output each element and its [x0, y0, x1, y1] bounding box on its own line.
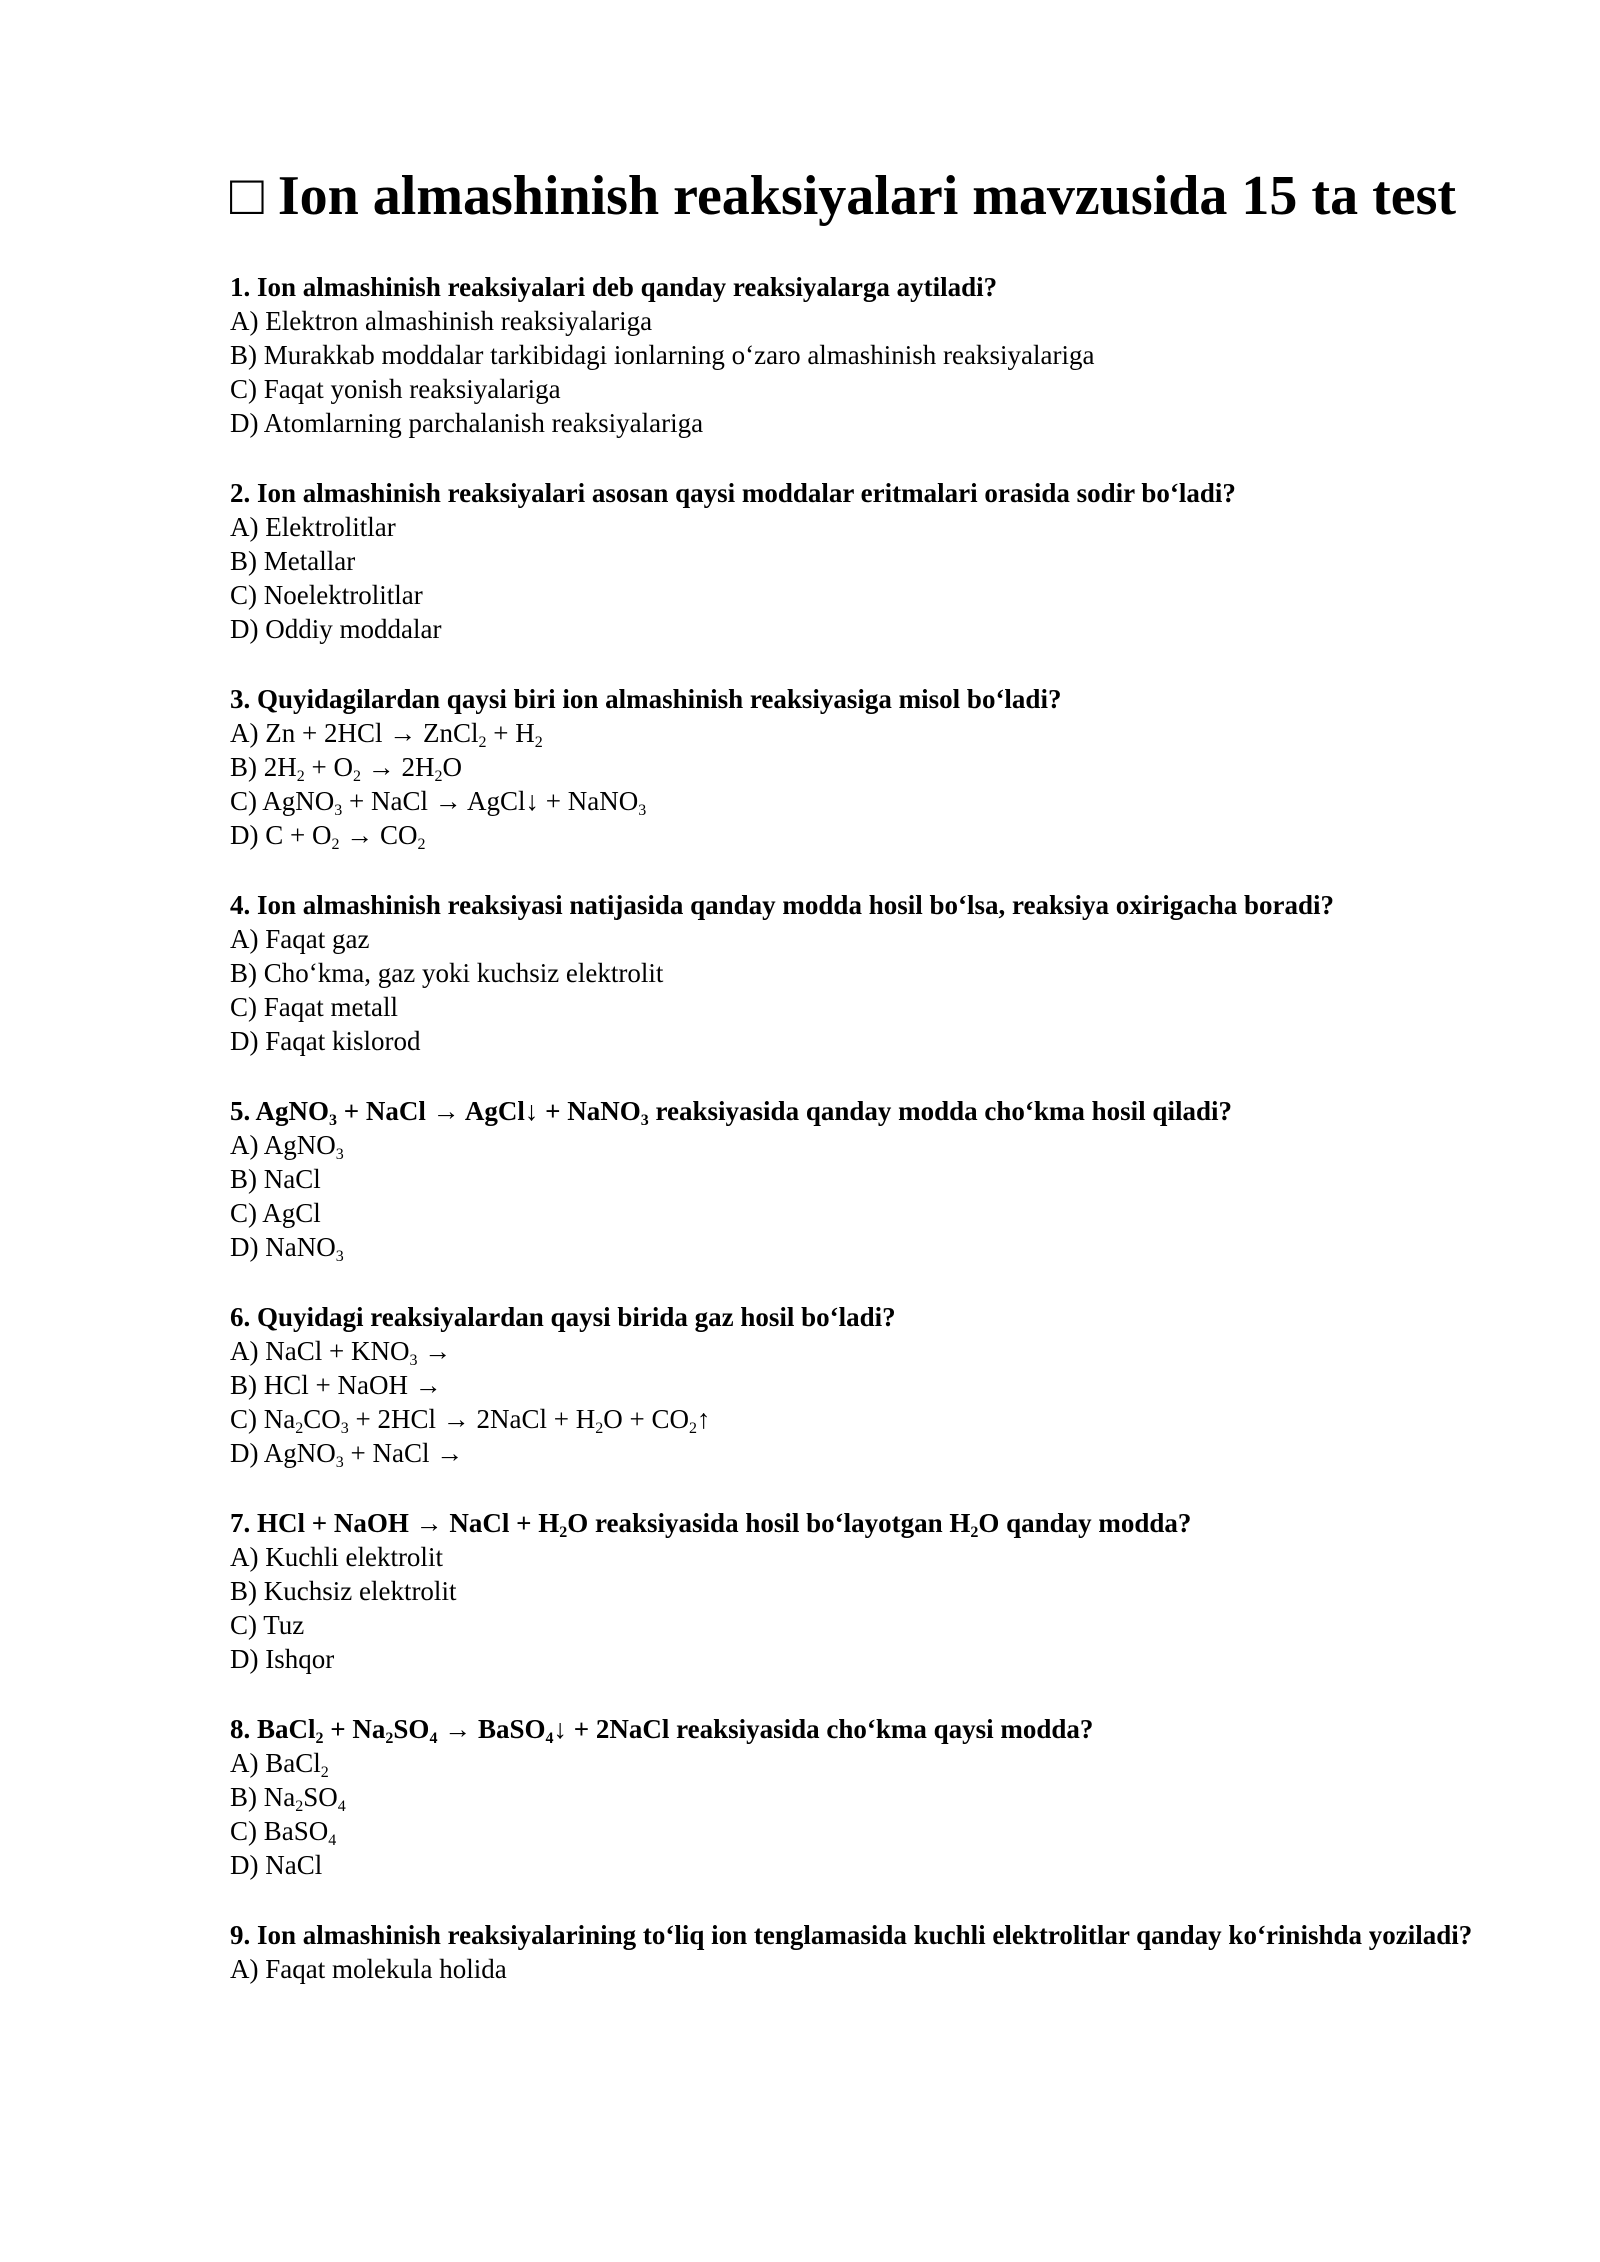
- question-number: 8.: [230, 1714, 257, 1744]
- answer-option-b: [230, 1780, 1490, 1814]
- question-number: 7.: [230, 1508, 257, 1538]
- subscript: 2: [331, 836, 340, 853]
- text-segment: C) Faqat metall: [230, 992, 398, 1022]
- answer-option-c: [230, 1814, 1490, 1848]
- answer-option-d: [230, 1024, 1490, 1058]
- text-segment: + NaCl → AgCl↓ + NaNO: [337, 1096, 641, 1126]
- subscript: 2: [296, 768, 305, 785]
- question-number: 9.: [230, 1920, 257, 1950]
- subscript: 4: [429, 1730, 438, 1747]
- question-text: [230, 270, 1490, 304]
- subscript: 2: [970, 1524, 979, 1541]
- question-6: [230, 1300, 1490, 1470]
- text-segment: A) Zn + 2HCl → ZnCl: [230, 718, 479, 748]
- text-segment: D) NaCl: [230, 1850, 323, 1880]
- subscript: 2: [595, 1420, 604, 1437]
- answer-option-a: [230, 1746, 1490, 1780]
- text-segment: + NaCl →: [343, 1438, 464, 1468]
- answer-option-c: [230, 372, 1490, 406]
- text-segment: D) Atomlarning parchalanish reaksiyalariga: [230, 408, 704, 438]
- answer-option-c: [230, 784, 1490, 818]
- answer-option-d: [230, 406, 1490, 440]
- answer-option-b: [230, 1162, 1490, 1196]
- subscript: 2: [320, 1764, 329, 1781]
- question-number: 2.: [230, 478, 257, 508]
- text-segment: A) Kuchli elektrolit: [230, 1542, 443, 1572]
- subscript: 2: [559, 1524, 568, 1541]
- answer-option-a: [230, 304, 1490, 338]
- subscript: 3: [334, 802, 343, 819]
- text-segment: D) C + O: [230, 820, 332, 850]
- text-segment: + H: [486, 718, 535, 748]
- text-segment: O reaksiyasida hosil bo‘layotgan H: [567, 1508, 971, 1538]
- text-segment: A) BaCl: [230, 1748, 321, 1778]
- question-5: [230, 1094, 1490, 1264]
- text-segment: A) Faqat molekula holida: [230, 1954, 507, 1984]
- text-segment: + 2HCl → 2NaCl + H: [348, 1404, 596, 1434]
- subscript: 4: [545, 1730, 554, 1747]
- subscript: 2: [417, 836, 426, 853]
- text-segment: Ion almashinish reaksiyalarining to‘liq ion tenglamasida kuchli elektrolitlar qanday ko‘rinishda yoziladi?: [257, 1920, 1473, 1950]
- subscript: 2: [295, 1798, 304, 1815]
- subscript: 2: [478, 734, 487, 751]
- text-segment: C) BaSO: [230, 1816, 329, 1846]
- text-segment: ↓ + 2NaCl reaksiyasida cho‘kma qaysi modda?: [553, 1714, 1094, 1744]
- text-segment: C) AgNO: [230, 786, 335, 816]
- answer-option-a: [230, 1952, 1490, 1986]
- text-segment: reaksiyasida qanday modda cho‘kma hosil qiladi?: [648, 1096, 1232, 1126]
- answer-option-d: [230, 1230, 1490, 1264]
- question-9: [230, 1918, 1490, 1986]
- subscript: 2: [385, 1730, 394, 1747]
- question-number: 4.: [230, 890, 257, 920]
- text-segment: →: [417, 1336, 452, 1366]
- question-list: [230, 270, 1490, 1986]
- answer-option-d: [230, 1642, 1490, 1676]
- subscript: 4: [328, 1832, 337, 1849]
- text-segment: B) NaCl: [230, 1164, 321, 1194]
- subscript: 2: [434, 768, 443, 785]
- answer-option-b: [230, 1368, 1490, 1402]
- answer-option-a: [230, 1128, 1490, 1162]
- answer-option-a: [230, 716, 1490, 750]
- text-segment: A) Elektrolitlar: [230, 512, 396, 542]
- text-segment: O qanday modda?: [978, 1508, 1192, 1538]
- subscript: 2: [295, 1420, 304, 1437]
- answer-option-d: [230, 1848, 1490, 1882]
- text-segment: C) Na: [230, 1404, 296, 1434]
- text-segment: D) Ishqor: [230, 1644, 335, 1674]
- document-page: [230, 160, 1490, 2022]
- question-text: [230, 888, 1490, 922]
- answer-option-b: [230, 544, 1490, 578]
- question-text: [230, 682, 1490, 716]
- question-4: [230, 888, 1490, 1058]
- question-3: [230, 682, 1490, 852]
- answer-option-c: [230, 578, 1490, 612]
- subscript: 3: [329, 1112, 338, 1129]
- text-segment: SO: [303, 1782, 338, 1812]
- answer-option-d: [230, 818, 1490, 852]
- question-8: [230, 1712, 1490, 1882]
- text-segment: D) Oddiy moddalar: [230, 614, 442, 644]
- subscript: 3: [640, 1112, 649, 1129]
- subscript: 3: [335, 1454, 344, 1471]
- text-segment: + NaCl → AgCl↓ + NaNO: [342, 786, 639, 816]
- question-1: [230, 270, 1490, 440]
- question-text: [230, 1918, 1490, 1952]
- text-segment: ↑: [696, 1404, 711, 1434]
- answer-option-c: [230, 1402, 1490, 1436]
- subscript: 2: [688, 1420, 697, 1437]
- question-text: [230, 1506, 1490, 1540]
- text-segment: BaCl: [257, 1714, 316, 1744]
- answer-option-c: [230, 1608, 1490, 1642]
- question-number: 3.: [230, 684, 257, 714]
- answer-option-d: [230, 612, 1490, 646]
- subscript: 3: [335, 1248, 344, 1265]
- text-segment: → 2H: [360, 752, 435, 782]
- subscript: 2: [315, 1730, 324, 1747]
- text-segment: Ion almashinish reaksiyalari asosan qaysi moddalar eritmalari orasida sodir bo‘ladi?: [257, 478, 1236, 508]
- text-segment: Quyidagilardan qaysi biri ion almashinish reaksiyasiga misol bo‘ladi?: [257, 684, 1062, 714]
- text-segment: B) Cho‘kma, gaz yoki kuchsiz elektrolit: [230, 958, 664, 988]
- subscript: 3: [409, 1352, 418, 1369]
- text-segment: O + CO: [603, 1404, 689, 1434]
- text-segment: D) AgNO: [230, 1438, 336, 1468]
- subscript: 2: [534, 734, 543, 751]
- text-segment: C) Faqat yonish reaksiyalariga: [230, 374, 561, 404]
- answer-option-b: [230, 338, 1490, 372]
- text-segment: B) Na: [230, 1782, 296, 1812]
- answer-option-c: [230, 990, 1490, 1024]
- subscript: 3: [638, 802, 647, 819]
- answer-option-c: [230, 1196, 1490, 1230]
- answer-option-a: [230, 922, 1490, 956]
- answer-option-b: [230, 750, 1490, 784]
- text-segment: C) Tuz: [230, 1610, 305, 1640]
- text-segment: + Na: [323, 1714, 386, 1744]
- answer-option-a: [230, 1334, 1490, 1368]
- text-segment: D) Faqat kislorod: [230, 1026, 421, 1056]
- answer-option-b: [230, 956, 1490, 990]
- subscript: 3: [340, 1420, 349, 1437]
- text-segment: Ion almashinish reaksiyasi natijasida qanday modda hosil bo‘lsa, reaksiya oxirigacha boradi?: [257, 890, 1334, 920]
- text-segment: D) NaNO: [230, 1232, 336, 1262]
- answer-option-b: [230, 1574, 1490, 1608]
- text-segment: C) Noelektrolitlar: [230, 580, 423, 610]
- question-text: [230, 1300, 1490, 1334]
- question-number: 6.: [230, 1302, 257, 1332]
- subscript: 3: [335, 1146, 344, 1163]
- text-segment: SO: [393, 1714, 430, 1744]
- question-7: [230, 1506, 1490, 1676]
- text-segment: B) Metallar: [230, 546, 356, 576]
- text-segment: B) HCl + NaOH →: [230, 1370, 442, 1400]
- text-segment: AgNO: [255, 1096, 330, 1126]
- text-segment: HCl + NaOH → NaCl + H: [257, 1508, 560, 1538]
- question-number: 5.: [230, 1096, 256, 1126]
- text-segment: → CO: [339, 820, 418, 850]
- answer-option-a: [230, 1540, 1490, 1574]
- question-number: 1.: [230, 272, 257, 302]
- text-segment: Ion almashinish reaksiyalari deb qanday reaksiyalarga aytiladi?: [257, 272, 998, 302]
- answer-option-d: [230, 1436, 1490, 1470]
- text-segment: A) Elektron almashinish reaksiyalariga: [230, 306, 653, 336]
- text-segment: O: [442, 752, 462, 782]
- question-text: [230, 1712, 1490, 1746]
- text-segment: B) Kuchsiz elektrolit: [230, 1576, 457, 1606]
- question-2: [230, 476, 1490, 646]
- subscript: 2: [352, 768, 361, 785]
- text-segment: + O: [304, 752, 353, 782]
- text-segment: C) AgCl: [230, 1198, 321, 1228]
- subscript: 4: [337, 1798, 346, 1815]
- text-segment: B) Murakkab moddalar tarkibidagi ionlarning o‘zaro almashinish reaksiyalariga: [230, 340, 1095, 370]
- text-segment: A) NaCl + KNO: [230, 1336, 410, 1366]
- question-text: [230, 1094, 1490, 1128]
- question-text: [230, 476, 1490, 510]
- text-segment: A) AgNO: [230, 1130, 336, 1160]
- text-segment: B) 2H: [230, 752, 297, 782]
- document-title: □ Ion almashinish reaksiyalari mavzusida 15 ta test: [230, 165, 1457, 227]
- text-segment: → BaSO: [437, 1714, 546, 1744]
- text-segment: Quyidagi reaksiyalardan qaysi birida gaz hosil bo‘ladi?: [257, 1302, 896, 1332]
- text-segment: A) Faqat gaz: [230, 924, 370, 954]
- text-segment: CO: [303, 1404, 341, 1434]
- answer-option-a: [230, 510, 1490, 544]
